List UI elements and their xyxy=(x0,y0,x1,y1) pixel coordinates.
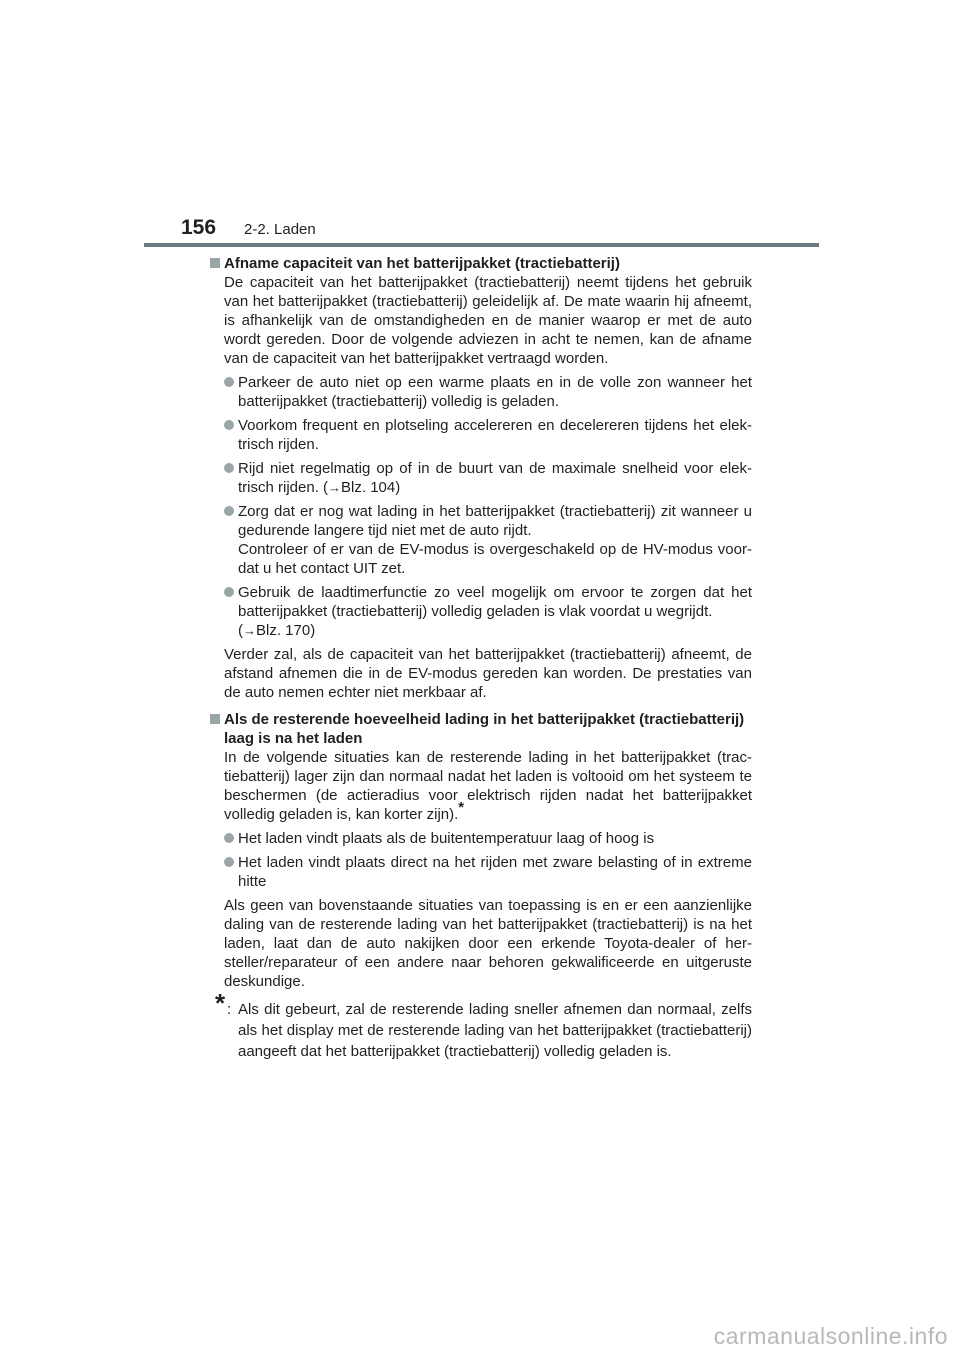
list-item-text: Parkeer de auto niet op een warme plaats en in de volle zon wanneer het batterijpakket (tractiebatterij) volledig is geladen. xyxy=(238,374,752,410)
page-content xyxy=(210,254,752,1062)
arrow-right-icon: → xyxy=(328,480,342,495)
arrow-right-icon: → xyxy=(243,623,256,638)
square-bullet-icon xyxy=(210,714,220,724)
page-number: 156 xyxy=(181,216,217,239)
capacity-intro: De capaciteit van het batterijpakket (tractiebatterij) neemt tijdens het gebruik van het batterijpakket (tractiebatterij) geleidelijk af. De mate waarin hij afneemt, is afhankelijk van de omstandigheden en de manier waarop er met de auto wordt gereden. Door de volgende adviezen in acht te nemen, kan de afname van de capaciteit van het batterijpakket vertraagd worden. xyxy=(224,274,752,367)
footnote xyxy=(210,988,752,1062)
section-label: 2-2. Laden xyxy=(244,221,316,238)
list-item xyxy=(210,829,752,848)
heading-text: Als de resterende hoeveelheid lading in het batterijpakket (tractiebatterij) laag is na het laden xyxy=(224,711,745,747)
circle-bullet-icon xyxy=(224,463,234,473)
circle-bullet-icon xyxy=(224,857,234,867)
circle-bullet-icon xyxy=(224,833,234,843)
capacity-closing: Verder zal, als de capaciteit van het batterijpakket (tractiebatterij) afneemt, de afstand afnemen die in de EV-modus gereden kan worden. De prestaties van de auto nemen echter niet merkbaar af. xyxy=(224,646,752,701)
list-item xyxy=(210,502,752,578)
footnote-marker: * xyxy=(458,799,465,816)
low-charge-intro xyxy=(210,748,752,824)
list-item xyxy=(210,459,752,497)
footnote-text: Als dit gebeurt, zal de resterende lading sneller afnemen dan normaal, zelfs als het display met de resterende lading van het batterijpakket (tractiebatterij) aangeeft dat het batterijpakket (tractiebatterij) volledig geladen is. xyxy=(238,1001,752,1060)
circle-bullet-icon xyxy=(224,377,234,387)
page-reference[interactable]: Blz. 104) xyxy=(341,479,401,496)
footnote-colon: : xyxy=(227,1001,232,1018)
list-item-text: Het laden vindt plaats als de buitentemperatuur laag of hoog is xyxy=(238,830,655,847)
circle-bullet-icon xyxy=(224,506,234,516)
list-item xyxy=(210,583,752,640)
circle-bullet-icon xyxy=(224,587,234,597)
paren-text: ( xyxy=(238,622,243,639)
list-item xyxy=(210,853,752,891)
list-item-text: Zorg dat er nog wat lading in het batterijpakket (tractiebatterij) zit wanneer u gedurende langere tijd niet met de auto rijdt. xyxy=(238,503,752,539)
square-bullet-icon xyxy=(210,258,220,268)
header-rule xyxy=(144,243,819,247)
list-item xyxy=(210,373,752,411)
watermark: carmanualsonline.info xyxy=(713,1323,948,1349)
list-item-text: Gebruik de laadtimerfunctie zo veel mogelijk om ervoor te zorgen dat het batterijpakket (tractiebatterij) volledig geladen is vlak voordat u wegrijdt. xyxy=(238,584,752,620)
section-heading-capacity xyxy=(210,254,752,273)
low-charge-closing: Als geen van bovenstaande situaties van toepassing is en er een aanzienlijke daling van de resterende lading van het batterijpakket (tractiebatterij) is na het laden, laat dan de auto nakijken door een erkende Toyota-dealer of hersteller/reparateur of een andere naar behoren gekwalificeerde en uitgeruste deskundige. xyxy=(224,897,752,990)
footnote-marker: * xyxy=(215,988,226,1018)
list-item-text: Het laden vindt plaats direct na het rijden met zware belasting of in extreme hitte xyxy=(238,854,752,890)
intro-text: In de volgende situaties kan de resterende lading in het batterijpakket (tractiebatterij) lager zijn dan normaal nadat het laden is voltooid om het systeem te beschermen (de actieradius voor elektrisch rijden nadat het batterijpakket volledig geladen is, kan korter zijn). xyxy=(224,749,752,823)
list-item xyxy=(210,416,752,454)
heading-text: Afname capaciteit van het batterijpakket (tractiebatterij) xyxy=(224,255,620,272)
section-heading-low-charge xyxy=(210,710,752,748)
list-item-text: Voorkom frequent en plotseling accelereren en decelereren tijdens het elektrisch rijden. xyxy=(238,417,752,453)
list-item-text: Controleer of er van de EV-modus is overgeschakeld op de HV-modus voordat u het contact UIT zet. xyxy=(238,541,752,577)
list-item-text: Rijd niet regelmatig op of in de buurt van de maximale snelheid voor elektrisch rijden. ( xyxy=(238,460,752,496)
page-reference[interactable]: Blz. 170) xyxy=(256,622,316,639)
circle-bullet-icon xyxy=(224,420,234,430)
